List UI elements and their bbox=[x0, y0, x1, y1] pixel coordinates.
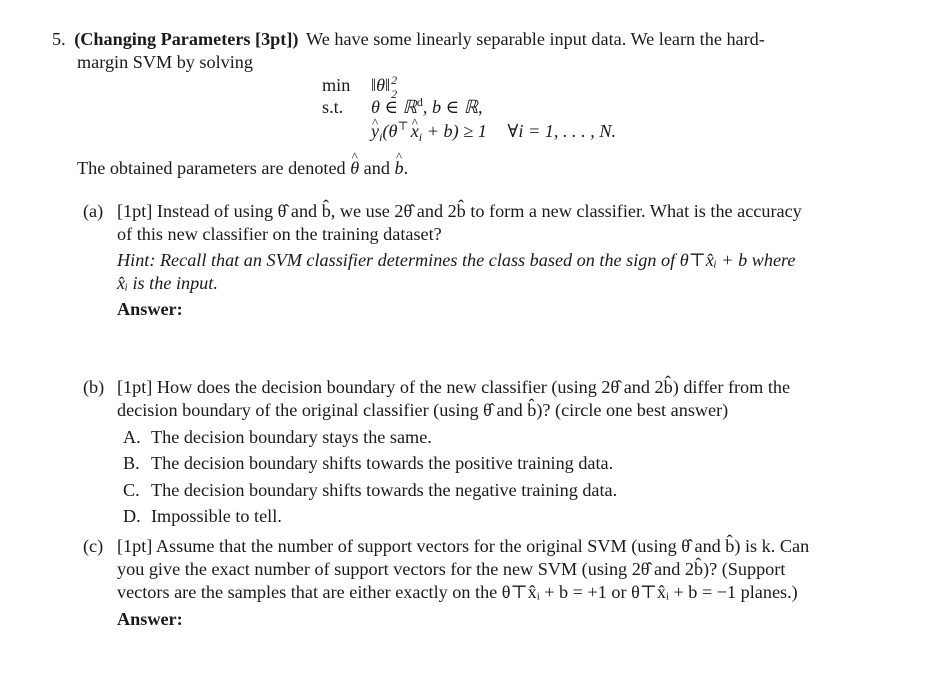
part-a-hint-line1: Hint: Recall that an SVM classifier determines the class based on the sign of θ⊤x̂ᵢ + b where bbox=[117, 250, 796, 270]
part-a-answer-space[interactable] bbox=[117, 322, 877, 370]
objective-scripts bbox=[390, 73, 399, 101]
y-sub: i bbox=[379, 130, 383, 144]
part-c-points: [1pt] bbox=[117, 536, 153, 556]
part-a-line2: of this new classifier on the training dataset? bbox=[117, 224, 442, 244]
choice-a[interactable] bbox=[123, 426, 432, 450]
b-hat bbox=[394, 157, 403, 181]
x-hat bbox=[411, 120, 419, 144]
part-a-label: (a) bbox=[83, 201, 104, 221]
obtained-end: . bbox=[403, 158, 409, 178]
choice-d[interactable] bbox=[123, 505, 282, 529]
part-a-question: Instead of using θ̂ and b̂, we use 2θ̂ and 2b̂ to form a new classifier. What is the accuracy bbox=[156, 201, 802, 221]
problem-intro-line1: We have some linearly separable input data. We learn the hard- bbox=[306, 29, 765, 49]
min-label: min bbox=[322, 75, 351, 95]
problem-number: 5. bbox=[52, 29, 66, 49]
obtained-parameters-text bbox=[77, 157, 408, 181]
b-symbol: b bbox=[394, 158, 404, 178]
part-c-label: (c) bbox=[83, 536, 104, 556]
constraint-2-forall: ∀i = 1, . . . , N. bbox=[507, 121, 617, 141]
transpose-symbol: ⊤ bbox=[397, 119, 409, 133]
choice-b-text: The decision boundary shifts towards the positive training data. bbox=[151, 453, 614, 473]
objective-sub: 2 bbox=[391, 87, 398, 101]
part-c-answer-label: Answer: bbox=[117, 609, 183, 629]
constraint-1-sup: d bbox=[416, 95, 423, 109]
y-hat bbox=[371, 120, 379, 144]
part-c-answer-space[interactable] bbox=[117, 632, 877, 672]
constraint-2-theta: (θ bbox=[382, 121, 398, 141]
objective-sup: 2 bbox=[391, 73, 398, 87]
choice-a-text: The decision boundary stays the same. bbox=[151, 427, 432, 447]
part-b-points: [1pt] bbox=[117, 377, 153, 397]
part-c-line1 bbox=[117, 535, 809, 559]
theta-hat bbox=[350, 157, 359, 181]
choice-c-letter: C. bbox=[123, 480, 140, 500]
constraint-2-tail: + b) ≥ 1 bbox=[422, 121, 487, 141]
choice-d-text: Impossible to tell. bbox=[151, 506, 282, 526]
choice-c-text: The decision boundary shifts towards the negative training data. bbox=[151, 480, 618, 500]
part-a-answer-label: Answer: bbox=[117, 299, 183, 319]
choice-c[interactable] bbox=[123, 479, 617, 503]
constraint-1-tail: , b ∈ ℝ, bbox=[422, 97, 483, 117]
part-a-line1 bbox=[117, 200, 802, 224]
part-a-hint-line2: x̂ᵢ is the input. bbox=[117, 273, 218, 293]
part-c-line2: you give the exact number of support vectors for the new SVM (using 2θ̂ and 2b̂)? (Support bbox=[117, 559, 786, 579]
problem-header bbox=[52, 28, 765, 52]
part-c-question: Assume that the number of support vectors for the original SVM (using θ̂ and b̂) is k. Can bbox=[155, 536, 810, 556]
obtained-text: The obtained parameters are denoted bbox=[77, 158, 351, 178]
theta-symbol: θ bbox=[350, 158, 360, 178]
objective bbox=[371, 73, 399, 101]
choice-d-letter: D. bbox=[123, 506, 141, 526]
part-c-line3: vectors are the samples that are either exactly on the θ⊤x̂ᵢ + b = +1 or θ⊤x̂ᵢ + b = −1 planes.) bbox=[117, 582, 798, 602]
choice-b[interactable] bbox=[123, 452, 613, 476]
constraint-2 bbox=[371, 120, 616, 144]
st-label: s.t. bbox=[322, 97, 344, 117]
x-symbol: x bbox=[410, 121, 419, 141]
problem-title: (Changing Parameters [3pt]) bbox=[74, 29, 299, 49]
x-sub: i bbox=[418, 130, 423, 144]
part-a-points: [1pt] bbox=[117, 201, 153, 221]
problem-intro-line2: margin SVM by solving bbox=[77, 52, 253, 72]
constraint-1-main: θ ∈ ℝ bbox=[371, 97, 417, 117]
y-symbol: y bbox=[371, 121, 380, 141]
choice-b-letter: B. bbox=[123, 453, 140, 473]
part-b-line2: decision boundary of the original classifier (using θ̂ and b̂)? (circle one best answer) bbox=[117, 400, 729, 420]
part-b-line1 bbox=[117, 376, 790, 400]
choice-a-letter: A. bbox=[123, 427, 141, 447]
constraint-1 bbox=[371, 96, 483, 120]
part-b-question: How does the decision boundary of the new classifier (using 2θ̂ and 2b̂) differ from the bbox=[156, 377, 791, 397]
objective-norm: ‖θ‖ bbox=[371, 75, 391, 95]
part-b-label: (b) bbox=[83, 377, 105, 397]
obtained-and: and bbox=[359, 158, 395, 178]
